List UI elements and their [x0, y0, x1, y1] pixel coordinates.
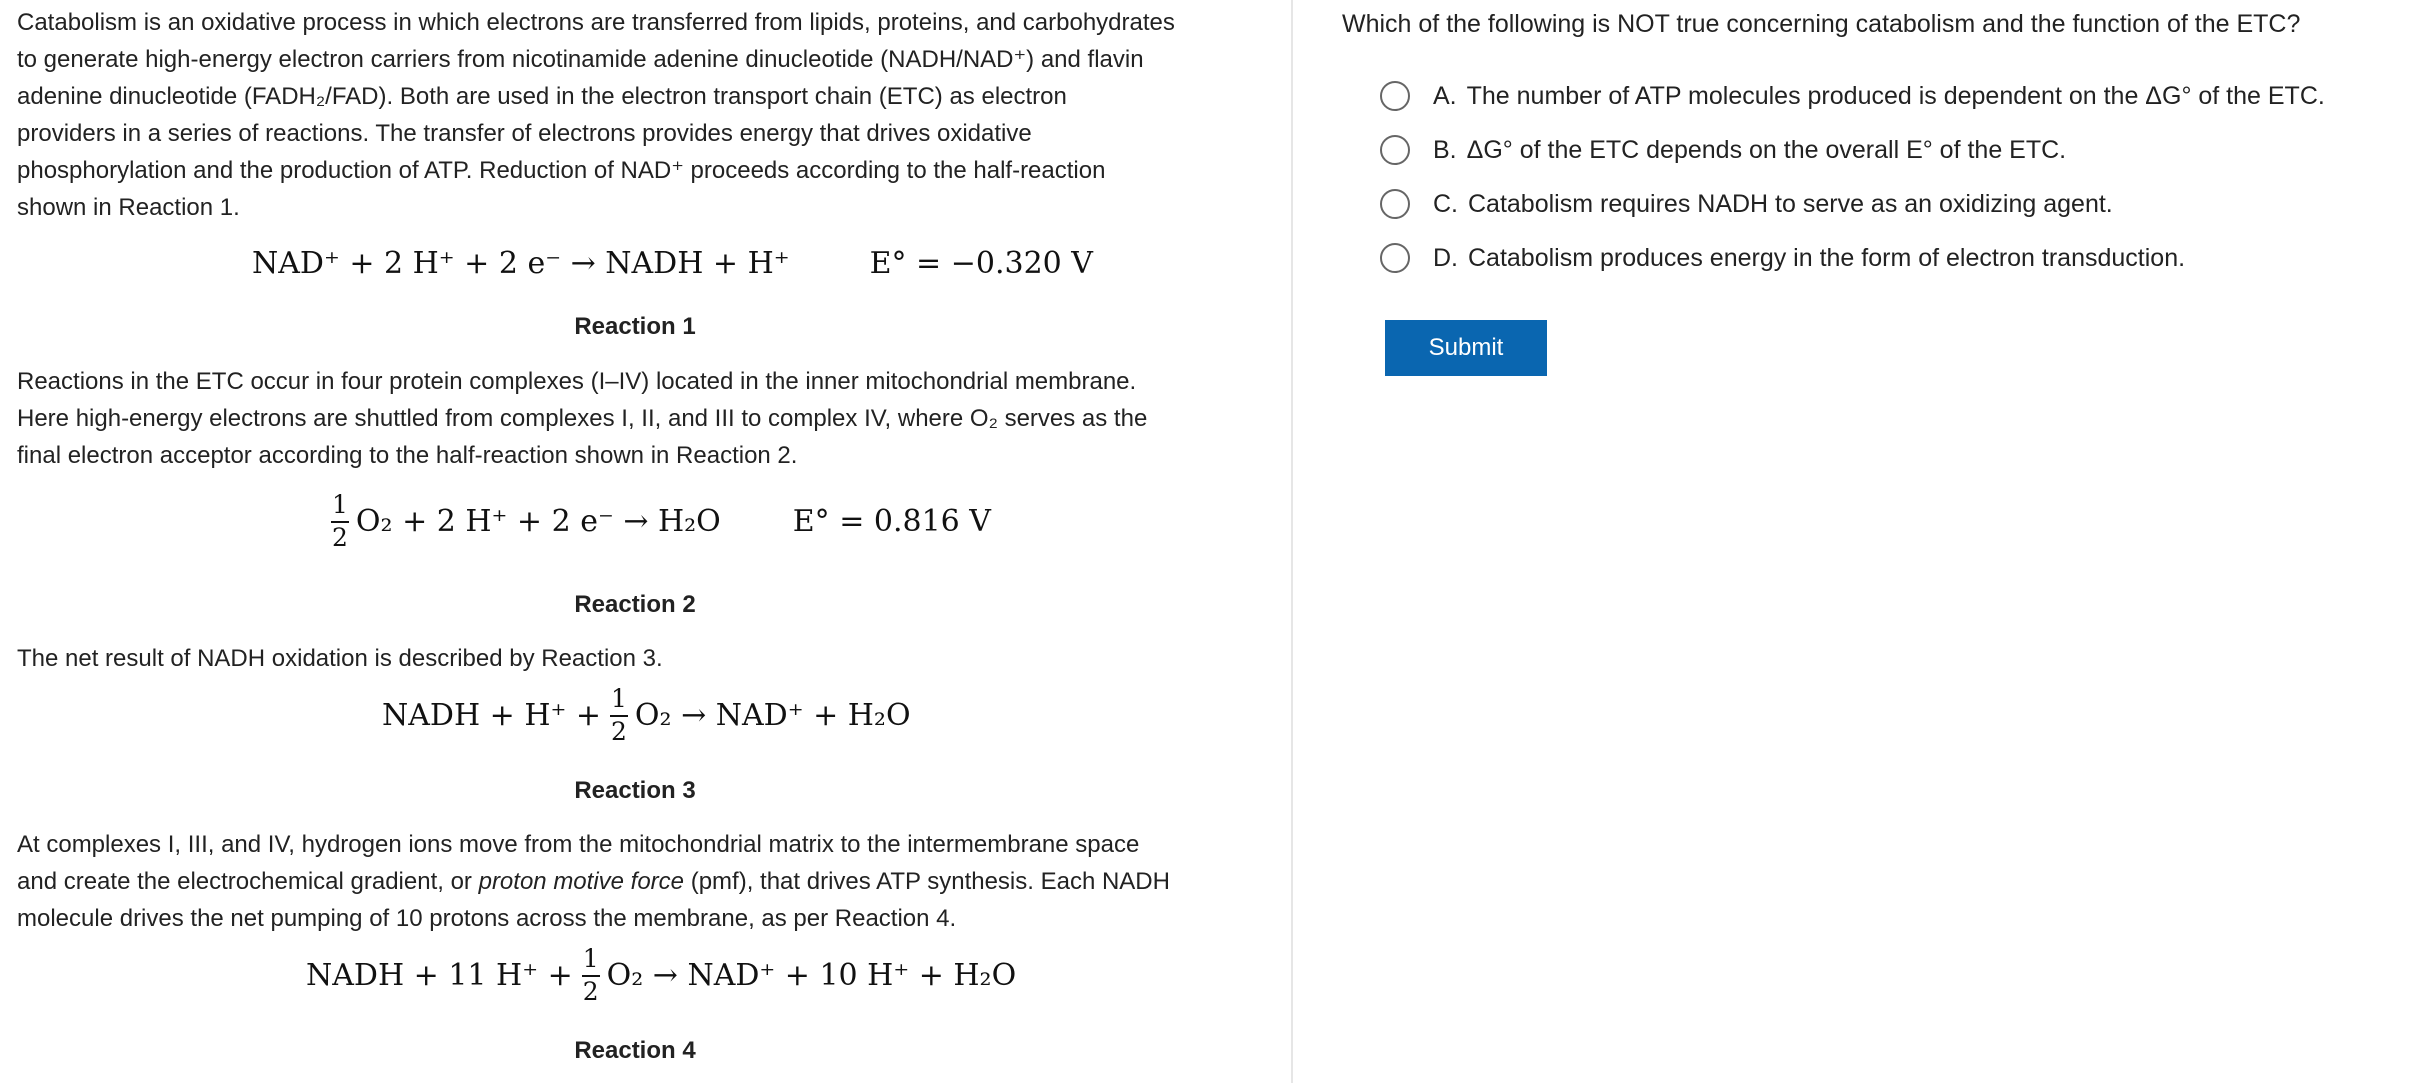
passage-line: molecule drives the net pumping of 10 protons across the membrane, as per Reaction 4. [17, 905, 957, 932]
radio-button-icon[interactable] [1380, 81, 1410, 111]
passage-line: phosphorylation and the production of ATP. Reduction of NAD⁺ proceeds according to the half-reaction [17, 157, 1106, 184]
one-half-fraction: $\frac{1}{2}$ [582, 944, 599, 1006]
reaction-4-label: Reaction 4 [574, 1037, 696, 1064]
reaction-4-left: NADH + 11 H⁺ + [306, 958, 573, 993]
pmf-term: proton motive force [478, 868, 685, 895]
passage-line: and create the electrochemical gradient, or proton motive force (pmf), that drives ATP synthesis. Each NADH [17, 868, 1170, 895]
passage-line: providers in a series of reactions. The transfer of electrons provides energy that drives oxidative [17, 120, 1032, 147]
radio-button-icon[interactable] [1380, 189, 1410, 219]
option-c-text: Catabolism requires NADH to serve as an oxidizing agent. [1468, 189, 2113, 218]
passage-paragraph-2 [17, 363, 1277, 474]
reaction-3-label: Reaction 3 [574, 777, 696, 804]
submit-button[interactable]: Submit [1385, 320, 1547, 376]
reaction-2-equation [328, 492, 991, 551]
reaction-2-formula: O₂ + 2 H⁺ + 2 e⁻ → H₂O [355, 504, 721, 539]
one-half-fraction: $\frac{1}{2}$ [332, 490, 348, 552]
reaction-2-label: Reaction 2 [574, 591, 696, 618]
passage-line: final electron acceptor according to the half-reaction shown in Reaction 2. [17, 442, 798, 469]
option-b-text: ΔG° of the ETC depends on the overall E° of the ETC. [1466, 135, 2067, 164]
reaction-4-equation [306, 946, 1016, 1005]
option-d-text: Catabolism produces energy in the form of electron transduction. [1468, 243, 2186, 272]
reaction-1-label: Reaction 1 [574, 313, 696, 340]
reaction-2-potential: E° = 0.816 V [792, 504, 991, 539]
passage-line: to generate high-energy electron carriers from nicotinamide adenine dinucleotide (NADH/NAD⁺) and flavin [17, 46, 1144, 73]
reaction-1-formula: NAD⁺ + 2 H⁺ + 2 e⁻ → NADH + H⁺ [252, 246, 790, 281]
option-a-text: The number of ATP molecules produced is dependent on the ΔG° of the ETC. [1466, 81, 2325, 110]
passage-line: adenine dinucleotide (FADH₂/FAD). Both are used in the electron transport chain (ETC) as electron [17, 83, 1067, 110]
passage-paragraph-4 [17, 826, 1277, 937]
passage-line: shown in Reaction 1. [17, 194, 240, 221]
one-half-fraction: $\frac{1}{2}$ [611, 684, 627, 746]
passage-line: At complexes I, III, and IV, hydrogen ions move from the mitochondrial matrix to the intermembrane space [17, 831, 1140, 858]
passage-line: The net result of NADH oxidation is described by Reaction 3. [17, 645, 663, 672]
reaction-3-left: NADH + H⁺ + [382, 698, 602, 733]
reaction-3-equation [382, 686, 911, 745]
passage-line: Reactions in the ETC occur in four protein complexes (I–IV) located in the inner mitochondrial membrane. [17, 368, 1137, 395]
reaction-1-equation [252, 246, 1093, 281]
passage-line: Here high-energy electrons are shuttled from complexes I, II, and III to complex IV, where O₂ serves as the [17, 405, 1148, 432]
option-c[interactable]: C. Catabolism requires NADH to serve as an oxidizing agent. [1380, 189, 2113, 219]
option-b[interactable]: B. ΔG° of the ETC depends on the overall E° of the ETC. [1380, 135, 2066, 165]
passage-paragraph-3 [17, 640, 1277, 677]
option-a[interactable]: A. The number of ATP molecules produced is dependent on the ΔG° of the ETC. [1380, 81, 2325, 111]
reaction-4-right: O₂ → NAD⁺ + 10 H⁺ + H₂O [606, 958, 1017, 993]
reaction-1-potential: E° = −0.320 V [869, 246, 1093, 281]
passage-line: Catabolism is an oxidative process in which electrons are transferred from lipids, proteins, and carbohydrates [17, 9, 1175, 36]
radio-button-icon[interactable] [1380, 243, 1410, 273]
radio-button-icon[interactable] [1380, 135, 1410, 165]
question-prompt: Which of the following is NOT true concerning catabolism and the function of the ETC? [1342, 10, 2301, 38]
reaction-3-right: O₂ → NAD⁺ + H₂O [634, 698, 911, 733]
question-panel [1295, 0, 2418, 1083]
passage-paragraph-1 [17, 4, 1277, 226]
option-d[interactable]: D. Catabolism produces energy in the form of electron transduction. [1380, 243, 2185, 273]
